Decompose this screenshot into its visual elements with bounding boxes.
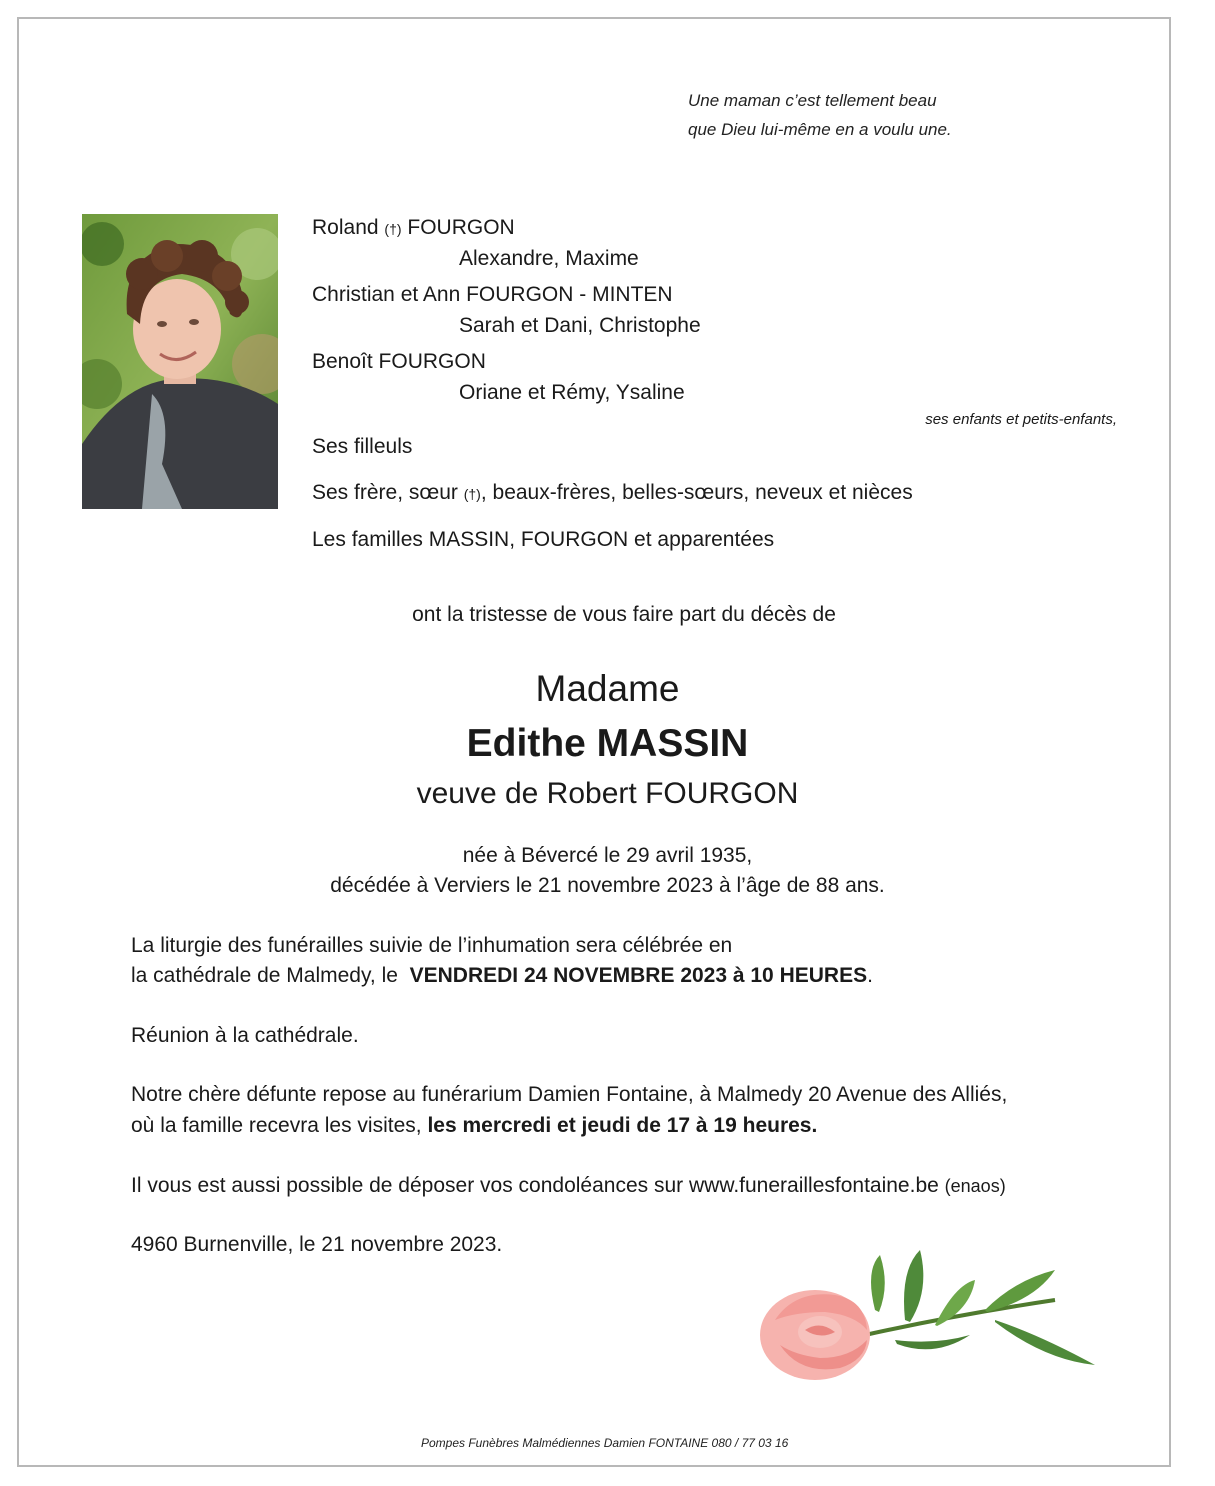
condolences-line: Il vous est aussi possible de déposer vos condoléances sur www.funeraillesfontaine.be (enaos) (131, 1174, 1006, 1197)
siblings-line: Ses frère, sœur (†), beaux-frères, belles-sœurs, neveux et nièces (312, 481, 913, 504)
family-line-christian: Christian et Ann FOURGON - MINTEN (312, 283, 673, 306)
family-line-roland: Roland (†) FOURGON (312, 216, 515, 239)
death-line: décédée à Verviers le 21 novembre 2023 à l’âge de 88 ans. (330, 874, 885, 897)
deceased-name: Edithe MASSIN (466, 722, 749, 765)
deceased-widow: veuve de Robert FOURGON (416, 777, 799, 810)
liturgy-line-2: la cathédrale de Malmedy, le VENDREDI 24 NOVEMBRE 2023 à 10 HEURES. (131, 964, 873, 987)
funeral-datetime: VENDREDI 24 NOVEMBRE 2023 à 10 HEURES (409, 964, 868, 987)
family-line-roland-children: Alexandre, Maxime (459, 247, 639, 270)
portrait-photo (82, 214, 278, 509)
liturgy-line-1: La liturgie des funérailles suivie de l’inhumation sera célébrée en (131, 934, 733, 957)
rose-image (755, 1240, 1100, 1390)
godchildren-line: Ses filleuls (312, 435, 413, 458)
rest-line-2: où la famille recevra les visites, les mercredi et jeudi de 17 à 19 heures. (131, 1114, 818, 1137)
children-caption: ses enfants et petits-enfants, (925, 411, 1117, 428)
family-line-christian-children: Sarah et Dani, Christophe (459, 314, 701, 337)
announcement: ont la tristesse de vous faire part du décès de (412, 603, 836, 626)
cross-symbol: (†) (384, 221, 402, 237)
family-line-benoit: Benoît FOURGON (312, 350, 486, 373)
rest-line-1: Notre chère défunte repose au funérarium Damien Fontaine, à Malmedy 20 Avenue des Alliés, (131, 1083, 1008, 1106)
family-line-benoit-children: Oriane et Rémy, Ysaline (459, 381, 685, 404)
place-date: 4960 Burnenville, le 21 novembre 2023. (131, 1233, 503, 1256)
quote-line-1: Une maman c’est tellement beau (688, 91, 937, 110)
birth-line: née à Bévercé le 29 avril 1935, (462, 844, 753, 867)
visit-hours: les mercredi et jeudi de 17 à 19 heures. (427, 1114, 818, 1137)
families-line: Les familles MASSIN, FOURGON et apparentées (312, 528, 775, 551)
footer-funeral-home: Pompes Funèbres Malmédiennes Damien FONTAINE 080 / 77 03 16 (421, 1436, 789, 1450)
reunion-line: Réunion à la cathédrale. (131, 1024, 359, 1047)
deceased-title: Madame (535, 668, 680, 709)
quote-line-2: que Dieu lui-même en a voulu une. (688, 120, 952, 139)
